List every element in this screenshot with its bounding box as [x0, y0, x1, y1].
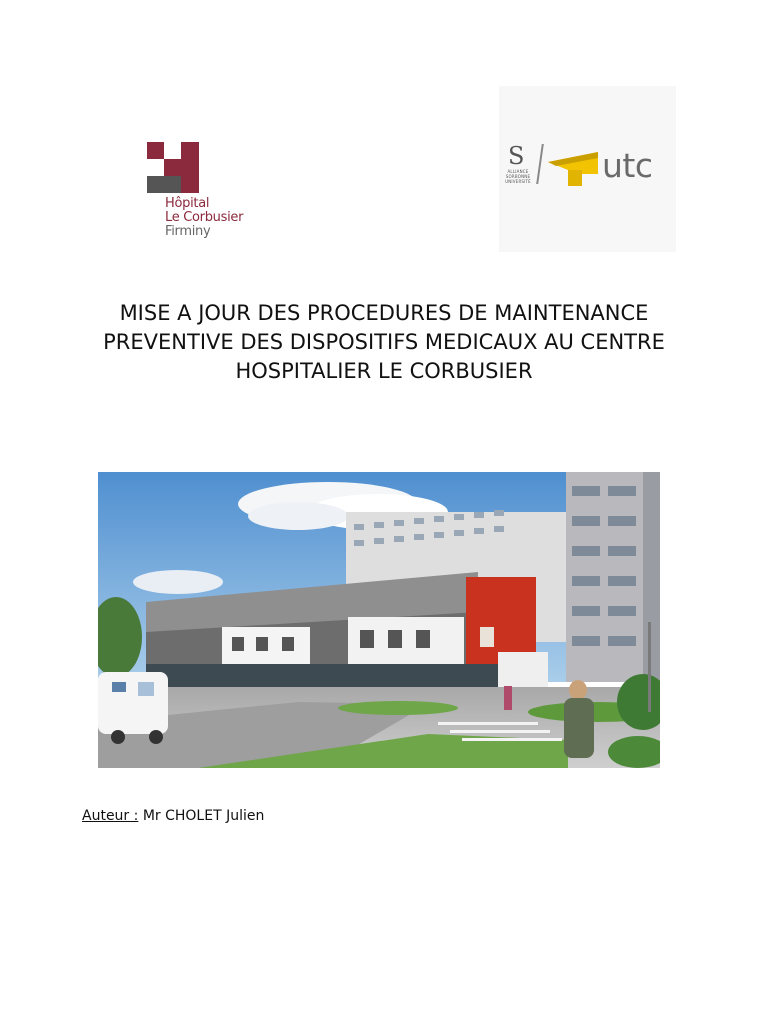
author-name: Mr CHOLET Julien [142, 808, 265, 824]
document-title: MISE A JOUR DES PROCEDURES DE MAINTENANCE PREVENTIVE DES DISPOSITIFS MEDICAUX AU CENTRE HOSPITALIER LE CORBUSIER [103, 301, 665, 383]
utc-wing-icon [546, 148, 600, 188]
building-illustration [98, 472, 660, 768]
hospital-logo [144, 140, 274, 245]
logo-divider [536, 144, 544, 184]
building-image [98, 472, 660, 768]
alliance-sorbonne-text: ALLIANCE SORBONNE UNIVERSITÉ [505, 169, 531, 184]
hospital-logo-line-1: Hôpital [165, 196, 210, 211]
utc-logo [499, 86, 676, 252]
author-label: Auteur : [82, 808, 139, 824]
hospital-logo-line-2: Le Corbusier [165, 210, 244, 225]
author-line [82, 807, 264, 825]
hospital-logo-line-3: Firminy [165, 224, 211, 239]
utc-wordmark: utc [602, 146, 653, 185]
hospital-logo-mark [144, 140, 202, 194]
sorbonne-s-letter: S [508, 142, 525, 170]
